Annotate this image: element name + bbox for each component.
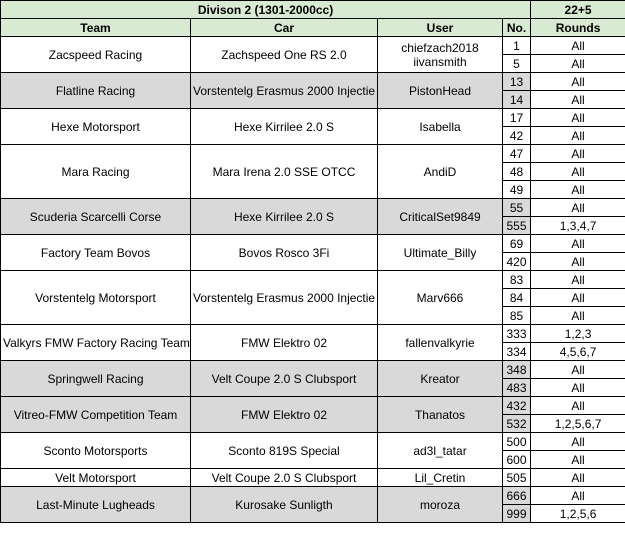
rounds-cell: All bbox=[531, 181, 625, 199]
user-name: PistonHead bbox=[408, 83, 472, 98]
team-cell: Vitreo-FMW Competition Team bbox=[1, 397, 191, 433]
column-header-car: Car bbox=[191, 19, 378, 37]
table-row bbox=[1, 73, 625, 91]
car-number-cell: 84 bbox=[503, 289, 531, 307]
team-cell: Last-Minute Lugheads bbox=[1, 487, 191, 523]
rounds-cell: All bbox=[531, 199, 625, 217]
rounds-cell: 1,2,5,6 bbox=[531, 505, 625, 523]
car-number-cell: 69 bbox=[503, 235, 531, 253]
car-number-cell: 555 bbox=[503, 217, 531, 235]
team-cell: Vorstentelg Motorsport bbox=[1, 271, 191, 325]
rounds-cell: All bbox=[531, 37, 625, 55]
rounds-cell: All bbox=[531, 73, 625, 91]
car-cell: Bovos Rosco 3Fi bbox=[191, 235, 378, 271]
team-cell: Hexe Motorsport bbox=[1, 109, 191, 145]
car-number-cell: 532 bbox=[503, 415, 531, 433]
user-cell bbox=[378, 433, 503, 469]
car-number-cell: 17 bbox=[503, 109, 531, 127]
title-row bbox=[1, 1, 625, 19]
rounds-cell: All bbox=[531, 469, 625, 487]
user-cell bbox=[378, 199, 503, 235]
car-number-cell: 500 bbox=[503, 433, 531, 451]
rounds-cell: All bbox=[531, 361, 625, 379]
user-name: AndiD bbox=[423, 164, 457, 179]
table-row bbox=[1, 487, 625, 505]
user-cell bbox=[378, 109, 503, 145]
car-number-cell: 483 bbox=[503, 379, 531, 397]
car-number-cell: 14 bbox=[503, 91, 531, 109]
table-row bbox=[1, 397, 625, 415]
team-cell: Scuderia Scarcelli Corse bbox=[1, 199, 191, 235]
car-number-cell: 47 bbox=[503, 145, 531, 163]
rounds-cell: All bbox=[531, 433, 625, 451]
car-number-cell: 48 bbox=[503, 163, 531, 181]
car-number-cell: 49 bbox=[503, 181, 531, 199]
user-name: ad3l_tatar bbox=[413, 443, 467, 458]
rounds-cell: All bbox=[531, 397, 625, 415]
rounds-cell: 1,2,5,6,7 bbox=[531, 415, 625, 433]
car-number-cell: 999 bbox=[503, 505, 531, 523]
user-cell bbox=[378, 325, 503, 361]
user-name: chiefzach2018 bbox=[401, 40, 479, 55]
division-title: Divison 2 (1301-2000cc) bbox=[1, 1, 531, 19]
user-cell bbox=[378, 397, 503, 433]
rounds-cell: All bbox=[531, 145, 625, 163]
user-cell bbox=[378, 235, 503, 271]
user-cell bbox=[378, 469, 503, 487]
rounds-cell: All bbox=[531, 307, 625, 325]
user-name: moroza bbox=[419, 497, 460, 512]
header-row bbox=[1, 19, 625, 37]
column-header-user: User bbox=[378, 19, 503, 37]
car-number-cell: 333 bbox=[503, 325, 531, 343]
car-number-cell: 13 bbox=[503, 73, 531, 91]
car-cell: FMW Elektro 02 bbox=[191, 397, 378, 433]
car-number-cell: 1 bbox=[503, 37, 531, 55]
table-row bbox=[1, 199, 625, 217]
car-cell: Sconto 819S Special bbox=[191, 433, 378, 469]
user-name: Lil_Cretin bbox=[414, 470, 466, 485]
team-cell: Zacspeed Racing bbox=[1, 37, 191, 73]
user-name: CriticalSet9849 bbox=[399, 209, 481, 224]
table-row bbox=[1, 145, 625, 163]
user-cell bbox=[378, 361, 503, 397]
car-number-cell: 420 bbox=[503, 253, 531, 271]
rounds-cell: All bbox=[531, 289, 625, 307]
table-row bbox=[1, 325, 625, 343]
car-cell: Zachspeed One RS 2.0 bbox=[191, 37, 378, 73]
team-cell: Velt Motorsport bbox=[1, 469, 191, 487]
car-number-cell: 334 bbox=[503, 343, 531, 361]
rounds-cell: 1,3,4,7 bbox=[531, 217, 625, 235]
user-name: iivansmith bbox=[413, 54, 467, 69]
user-cell bbox=[378, 37, 503, 73]
car-cell: Hexe Kirrilee 2.0 S bbox=[191, 199, 378, 235]
car-number-cell: 505 bbox=[503, 469, 531, 487]
car-cell: FMW Elektro 02 bbox=[191, 325, 378, 361]
user-name: Kreator bbox=[420, 371, 460, 386]
table-body bbox=[1, 37, 625, 523]
table-row bbox=[1, 109, 625, 127]
rounds-cell: 4,5,6,7 bbox=[531, 343, 625, 361]
car-number-cell: 85 bbox=[503, 307, 531, 325]
rounds-cell: All bbox=[531, 451, 625, 469]
car-number-cell: 666 bbox=[503, 487, 531, 505]
team-cell: Mara Racing bbox=[1, 145, 191, 199]
team-cell: Flatline Racing bbox=[1, 73, 191, 109]
rounds-cell: All bbox=[531, 379, 625, 397]
column-header-team: Team bbox=[1, 19, 191, 37]
car-number-cell: 5 bbox=[503, 55, 531, 73]
entry-count: 22+5 bbox=[531, 1, 625, 19]
car-number-cell: 600 bbox=[503, 451, 531, 469]
user-cell bbox=[378, 145, 503, 199]
rounds-cell: All bbox=[531, 163, 625, 181]
rounds-cell: All bbox=[531, 253, 625, 271]
user-cell bbox=[378, 487, 503, 523]
rounds-cell: All bbox=[531, 235, 625, 253]
user-name: Thanatos bbox=[414, 407, 466, 422]
user-name: fallenvalkyrie bbox=[405, 335, 475, 350]
rounds-cell: All bbox=[531, 91, 625, 109]
car-number-cell: 348 bbox=[503, 361, 531, 379]
car-cell: Velt Coupe 2.0 S Clubsport bbox=[191, 469, 378, 487]
rounds-cell: All bbox=[531, 55, 625, 73]
table-row bbox=[1, 469, 625, 487]
table-row bbox=[1, 433, 625, 451]
rounds-cell: All bbox=[531, 127, 625, 145]
car-cell: Mara Irena 2.0 SSE OTCC bbox=[191, 145, 378, 199]
car-number-cell: 83 bbox=[503, 271, 531, 289]
car-cell: Vorstentelg Erasmus 2000 Injectie bbox=[191, 73, 378, 109]
team-cell: Factory Team Bovos bbox=[1, 235, 191, 271]
column-header-rounds: Rounds bbox=[531, 19, 625, 37]
car-number-cell: 42 bbox=[503, 127, 531, 145]
team-cell: Valkyrs FMW Factory Racing Team bbox=[1, 325, 191, 361]
rounds-cell: All bbox=[531, 109, 625, 127]
table-row bbox=[1, 271, 625, 289]
car-cell: Hexe Kirrilee 2.0 S bbox=[191, 109, 378, 145]
table-row bbox=[1, 235, 625, 253]
user-name: Marv666 bbox=[416, 290, 464, 305]
user-name: Isabella bbox=[419, 119, 461, 134]
team-cell: Sconto Motorsports bbox=[1, 433, 191, 469]
table-row bbox=[1, 37, 625, 55]
rounds-cell: All bbox=[531, 487, 625, 505]
rounds-cell: 1,2,3 bbox=[531, 325, 625, 343]
user-cell bbox=[378, 73, 503, 109]
car-cell: Vorstentelg Erasmus 2000 Injectie bbox=[191, 271, 378, 325]
car-number-cell: 55 bbox=[503, 199, 531, 217]
car-number-cell: 432 bbox=[503, 397, 531, 415]
rounds-cell: All bbox=[531, 271, 625, 289]
car-cell: Kurosake Sunligth bbox=[191, 487, 378, 523]
user-name: Ultimate_Billy bbox=[403, 245, 477, 260]
team-cell: Springwell Racing bbox=[1, 361, 191, 397]
column-header-no: No. bbox=[503, 19, 531, 37]
car-cell: Velt Coupe 2.0 S Clubsport bbox=[191, 361, 378, 397]
user-cell bbox=[378, 271, 503, 325]
table-row bbox=[1, 361, 625, 379]
